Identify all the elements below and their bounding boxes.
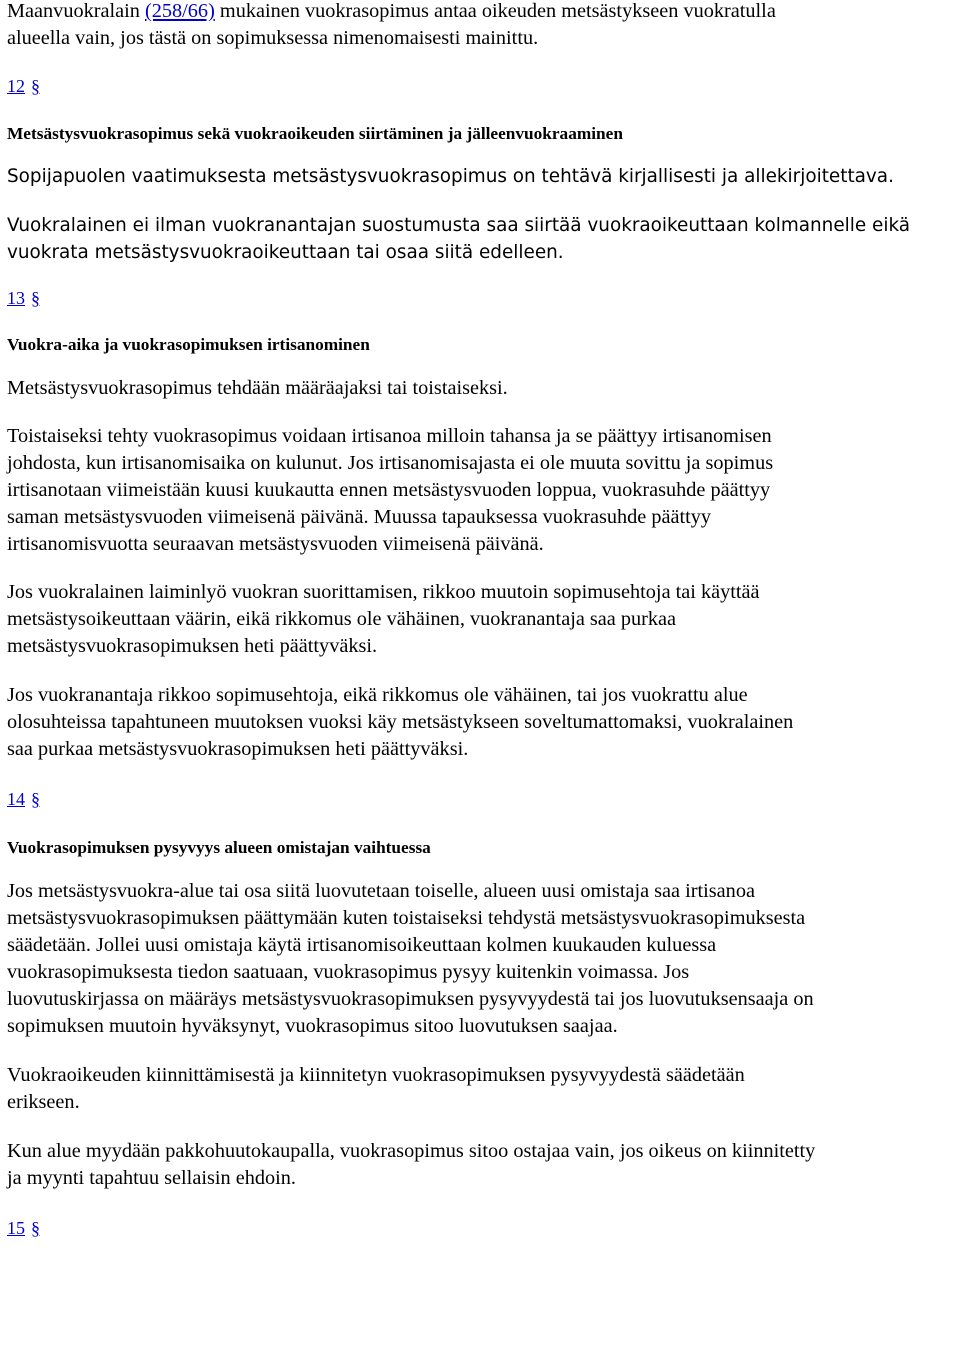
section-15-number (7, 1217, 955, 1239)
section-sign-icon: § (31, 76, 40, 96)
paragraph-line: Jos vuokranantaja rikkoo sopimusehtoja, eikä rikkomus ole vähäinen, tai jos vuokrattu alue (7, 684, 748, 706)
paragraph-line: saman metsästysvuoden viimeisenä päivänä. Muussa tapauksessa vuokrasuhde päättyy (7, 506, 712, 528)
paragraph-line: Vuokralainen ei ilman vuokranantajan suostumusta saa siirtää vuokraoikeuttaan kolmannelle eikä (7, 215, 911, 236)
section-13-paragraph-2 (7, 423, 955, 558)
paragraph-line: irtisanotaan viimeistään kuusi kuukautta ennen metsästysvuoden loppua, vuokrasuhde päättyy (7, 479, 771, 501)
section-sign-icon: § (31, 1218, 40, 1238)
paragraph-line: Jos vuokralainen laiminlyö vuokran suorittamisen, rikkoo muutoin sopimusehtoja tai käyttää (7, 581, 760, 603)
law-reference-link[interactable]: (258/66) (144, 0, 215, 22)
section-13-heading: Vuokra-aika ja vuokrasopimuksen irtisanominen (7, 335, 370, 354)
paragraph-line: ja myynti tapahtuu sellaisin ehdoin. (7, 1167, 296, 1189)
paragraph-line: säädetään. Jollei uusi omistaja käytä irtisanomisoikeuttaan kolmen kuukauden kuluessa (7, 934, 717, 956)
paragraph-line: Toistaiseksi tehty vuokrasopimus voidaan irtisanoa milloin tahansa ja se päättyy irtisanomisen (7, 425, 772, 447)
paragraph-line: irtisanomisvuotta seuraavan metsästysvuoden viimeisenä päivänä. (7, 533, 544, 555)
paragraph-line: metsästysvuokrasopimuksen heti päättyväksi. (7, 635, 378, 657)
section-15-link[interactable]: 15 § (7, 1218, 40, 1238)
section-14-paragraph-1 (7, 878, 955, 1040)
paragraph-line: metsästysvuokrasopimuksen päättymään kuten toistaiseksi tehdystä metsästysvuokrasopimuksesta (7, 907, 806, 929)
section-sign-icon: § (31, 789, 40, 809)
paragraph-line: olosuhteissa tapahtuneen muutoksen vuoksi käy metsästykseen soveltumattomaksi, vuokralainen (7, 711, 794, 733)
section-sign-icon: § (31, 288, 40, 308)
intro-line-2: alueella vain, jos tästä on sopimuksessa nimenomaisesti mainittu. (7, 27, 539, 49)
paragraph-line: Kun alue myydään pakkohuutokaupalla, vuokrasopimus sitoo ostajaa vain, jos oikeus on kiinnitetty (7, 1140, 816, 1162)
section-14-paragraph-2 (7, 1062, 955, 1116)
paragraph-line: erikseen. (7, 1091, 80, 1113)
paragraph-line: Jos metsästysvuokra-alue tai osa siitä luovutetaan toiselle, alueen uusi omistaja saa irtisanoa (7, 880, 755, 902)
paragraph-line: johdosta, kun irtisanomisaika on kulunut. Jos irtisanomisajasta ei ole muuta sovittu ja sopimus (7, 452, 774, 474)
paragraph-line: sopimuksen muutoin hyväksynyt, vuokrasopimus sitoo luovutuksen saajaa. (7, 1015, 618, 1037)
section-12-paragraph-1: Sopijapuolen vaatimuksesta metsästysvuokrasopimus on tehtävä kirjallisesti ja allekirjoitettava. (7, 166, 894, 187)
paragraph-line: luovutuskirjassa on määräys metsästysvuokrasopimuksen pysyvyydestä tai jos luovutuksensaaja on (7, 988, 814, 1010)
section-12-number (7, 75, 955, 97)
section-14-link[interactable]: 14 § (7, 789, 40, 809)
section-13-paragraph-3 (7, 579, 955, 660)
section-13-number (7, 287, 955, 309)
section-12-link[interactable]: 12 § (7, 76, 40, 96)
document-body (7, 0, 955, 1239)
intro-text-before-link: Maanvuokralain (7, 0, 145, 22)
paragraph-line: saa purkaa metsästysvuokrasopimuksen heti päättyväksi. (7, 738, 469, 760)
paragraph-line: Vuokraoikeuden kiinnittämisestä ja kiinnitetyn vuokrasopimuksen pysyvyydestä säädetään (7, 1064, 745, 1086)
section-13-link[interactable]: 13 § (7, 288, 40, 308)
paragraph-line: metsästysoikeuttaan väärin, eikä rikkomus ole vähäinen, vuokranantaja saa purkaa (7, 608, 677, 630)
section-12-paragraph-2 (7, 212, 955, 266)
section-14-number (7, 788, 955, 810)
section-12-heading: Metsästysvuokrasopimus sekä vuokraoikeuden siirtäminen ja jälleenvuokraaminen (7, 124, 623, 143)
section-13-paragraph-4 (7, 682, 955, 763)
paragraph-line: vuokrata metsästysvuokraoikeuttaan tai osaa siitä edelleen. (7, 242, 564, 263)
intro-text-after-link: mukainen vuokrasopimus antaa oikeuden metsästykseen vuokratulla (214, 0, 776, 22)
section-13-paragraph-1: Metsästysvuokrasopimus tehdään määräajaksi tai toistaiseksi. (7, 377, 508, 399)
intro-paragraph (7, 0, 955, 52)
section-14-paragraph-3 (7, 1138, 955, 1192)
intro-line-1 (7, 0, 955, 25)
paragraph-line: vuokrasopimuksesta tiedon saatuaan, vuokrasopimus pysyy kuitenkin voimassa. Jos (7, 961, 690, 983)
section-14-heading: Vuokrasopimuksen pysyvyys alueen omistajan vaihtuessa (7, 838, 431, 857)
